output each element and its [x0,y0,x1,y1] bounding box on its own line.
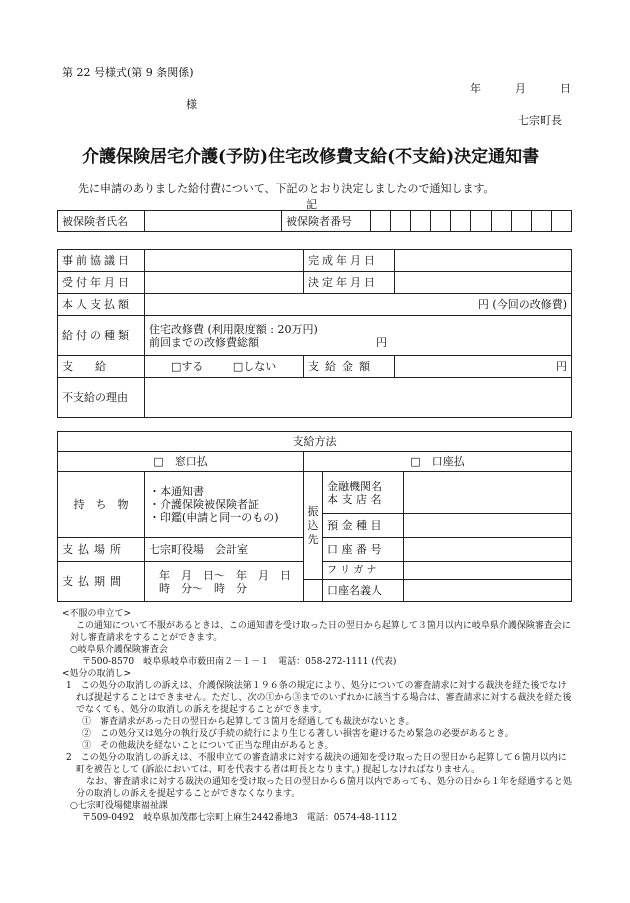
town-org: ○七宗町役場健康福祉課 [70,801,168,811]
received-date-label: 受付年月日 [58,272,145,294]
intro-text: 先に申請のありました給付費について、下記のとおり決定しましたので通知します。 [78,182,495,195]
completion-date-label: 完成年月日 [304,250,395,272]
decision-date-label: 決定年月日 [304,272,395,294]
non-payment-reason-field[interactable] [145,378,572,418]
form-number: 第 22 号様式(第 9 条関係) [62,66,194,79]
cancel-item-1a: ① 審査請求があった日の翌日から起算して３箇月を経過しても裁決がないとき。 [82,717,415,727]
payment-method-header: 支給方法 [58,432,572,452]
account-holder-label: 口座名義人 [323,580,404,602]
ki-label: 記 [306,198,317,211]
decision-date-field[interactable] [395,272,572,294]
prior-consult-label: 事前協議日 [58,250,145,272]
insured-number-digit[interactable] [511,211,531,232]
self-pay-value[interactable]: 円 (今回の改修費) [145,294,572,316]
insured-number-digit[interactable] [451,211,471,232]
date-month: 月 [515,82,526,95]
account-holder-field[interactable] [404,580,572,602]
benefit-type-line2: 前回までの改修費総額 [149,335,259,349]
addressee-suffix: 様 [186,98,197,111]
place-label: 支払場所 [58,538,145,562]
bank-name-label: 金融機関名 本 支 店 名 [323,472,404,514]
benefit-type-line2-row [149,336,387,349]
cancel-item-1: 1 この処分の取消しの訴えは、介護保険法第１９６条の規定により、処分についての審査請求に対する裁決を経た後でなければ提起することはできません。ただし、次の①から③までのいずれかに該当する場合は、審査請求に対する裁決を経た後でなくても、処分の取消しの訴えを提起することができます。 [66,681,572,715]
benefit-type-cell [145,316,572,356]
appeal-heading: <不服の申立て> [62,609,132,619]
payment-choice-cell [145,356,304,378]
payment-amount-label: 支給金額 [304,356,395,378]
account-number-label: 口 座 番 号 [323,538,404,562]
transfer-to-label: 振込先 [304,472,323,580]
insured-number-digit[interactable] [431,211,451,232]
self-pay-label: 本人支払額 [58,294,145,316]
insured-name-field[interactable] [145,211,282,232]
completion-date-field[interactable] [395,250,572,272]
deposit-type-label: 預 金 種 目 [323,514,404,538]
benefit-type-line1: 住宅改修費 (利用限度額 : 20万円) [149,322,318,336]
cancel-item-1b: ② この処分又は処分の執行及び手続の続行により生じる著しい損害を避けるため緊急の必要があるとき。 [82,729,514,739]
payment-label: 支 給 [58,356,145,378]
deposit-type-field[interactable] [404,514,572,538]
decision-table [57,249,572,418]
counter-payment-option[interactable]: □ 窓口払 [58,452,304,472]
items-label: 持 ち 物 [58,472,145,538]
payment-no-checkbox[interactable]: □しない [232,360,277,373]
date-year: 年 [470,82,481,95]
bank-name-field[interactable] [404,472,572,514]
document-title: 介護保険居宅介護(予防)住宅改修費支給(不支給)決定通知書 [82,147,540,167]
appeal-address: 〒500-8570 岐阜県岐阜市薮田南２－１－１ 電話：058-272-1111 (代表) [82,657,397,667]
period-label: 支払期間 [58,562,145,602]
prior-consult-field[interactable] [145,250,304,272]
date-day: 日 [560,82,571,95]
notice-section [62,608,572,824]
account-number-field[interactable] [404,538,572,562]
received-date-field[interactable] [145,272,304,294]
insured-number-label: 被保険者番号 [282,211,371,232]
payment-amount-value[interactable]: 円 [395,356,572,378]
insured-number-digit[interactable] [391,211,411,232]
insured-number-digit[interactable] [371,211,391,232]
payment-yes-checkbox[interactable]: □する [171,360,204,373]
furigana-field[interactable] [404,562,572,580]
insured-number-digit[interactable] [551,211,571,232]
cancel-heading: <処分の取消し> [62,669,132,679]
appeal-org: ○岐阜県介護保険審査会 [70,645,168,655]
cancel-item-1c: ③ その他裁決を経ないことについて正当な理由があるとき。 [82,741,334,751]
insured-number-digit[interactable] [531,211,551,232]
non-payment-reason-label: 不支給の理由 [58,378,145,418]
insured-table [57,210,572,232]
insured-number-digit[interactable] [491,211,511,232]
insured-number-digit[interactable] [411,211,431,232]
insured-number-digit[interactable] [471,211,491,232]
furigana-label: フ リ ガ ナ [323,562,404,580]
town-address: 〒509-0492 岐阜県加茂郡七宗町上麻生2442番地3 電話：0574-48-1112 [82,813,398,823]
period-value: 年 月 日～ 年 月 日 時 分～ 時 分 [145,562,304,602]
appeal-text: この通知について不服があるときは、この通知書を受け取った日の翌日から起算して３箇月以内に岐阜県介護保険審査会に対し審査請求をすることができます。 [70,621,571,643]
payment-method-table [57,431,572,602]
cancel-item-2: 2 この処分の取消しの訴えは、不服申立ての審査請求に対する裁決の通知を受け取った日の翌日から起算して６箇月以内に町を被告として (訴訟においては、町を代表する者は町長となります。) 提起しなければなりません。 [66,753,567,775]
item-insurance-card: ・介護保険被保険者証 [149,498,259,511]
cancel-item-2-note: なお、審査請求に対する裁決の通知を受け取った日の翌日から６箇月以内であっても、処分の日から１年を経過すると処分の取消しの訴えを提起することができなくなります。 [76,777,572,799]
item-notice: ・本通知書 [149,485,204,498]
issuer: 七宗町長 [518,114,562,127]
items-list [145,472,304,538]
benefit-type-yen: 円 [376,335,387,349]
place-value: 七宗町役場 会計室 [145,538,304,562]
insured-name-label: 被保険者氏名 [58,211,145,232]
benefit-type-label: 給付の種類 [58,316,145,356]
transfer-payment-option[interactable]: □ 口座払 [304,452,572,472]
item-seal: ・印鑑(申請と同一のもの) [149,511,279,524]
